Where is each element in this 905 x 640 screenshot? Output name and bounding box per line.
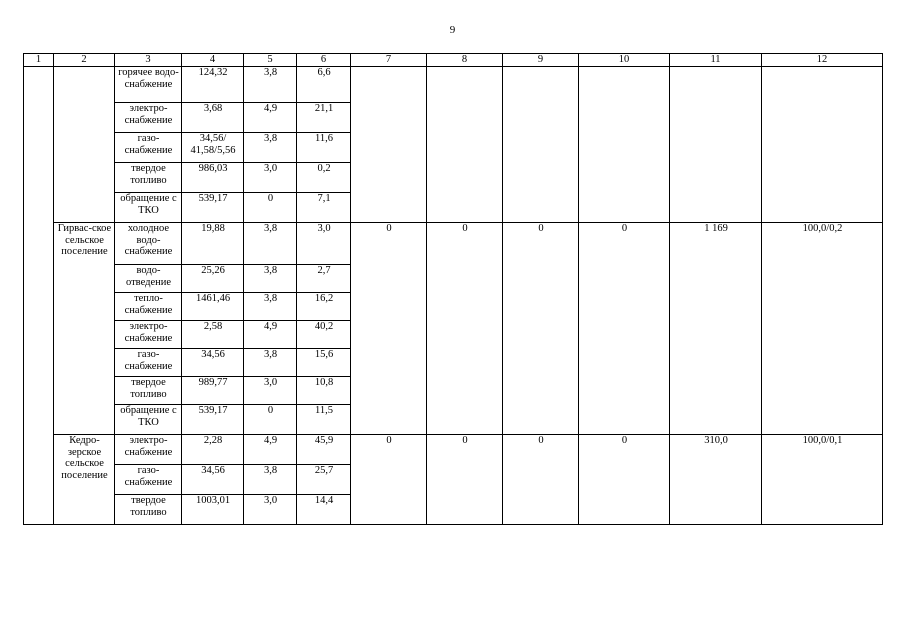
value-cell-c6: 3,0 [297, 223, 351, 265]
header-cell: 10 [579, 54, 670, 67]
value-cell-c5: 3,8 [244, 349, 297, 377]
value-cell-c5: 0 [244, 193, 297, 223]
header-cell: 12 [762, 54, 883, 67]
table-body [24, 54, 883, 525]
service-cell: горячее водо-снабжение [115, 67, 182, 103]
value-cell-c4: 986,03 [182, 163, 244, 193]
service-cell: электро-снабжение [115, 435, 182, 465]
page-number: 9 [449, 24, 456, 36]
value-cell-c6: 0,2 [297, 163, 351, 193]
value-cell-c5: 3,0 [244, 377, 297, 405]
value-cell-c6: 11,5 [297, 405, 351, 435]
summary-cell-col11 [670, 67, 762, 223]
header-cell: 6 [297, 54, 351, 67]
summary-cell-col8: 0 [427, 223, 503, 435]
value-cell-c6: 45,9 [297, 435, 351, 465]
value-cell-c4: 34,56 [182, 465, 244, 495]
row-number-cell [24, 67, 54, 223]
value-cell-c5: 3,8 [244, 133, 297, 163]
service-cell: обращение с ТКО [115, 193, 182, 223]
summary-cell-col11: 1 169 [670, 223, 762, 435]
service-cell: газо-снабжение [115, 133, 182, 163]
service-cell: водо-отведение [115, 265, 182, 293]
summary-cell-col12 [762, 67, 883, 223]
header-cell: 2 [54, 54, 115, 67]
value-cell-c5: 4,9 [244, 321, 297, 349]
data-table [23, 53, 883, 525]
summary-cell-col8: 0 [427, 435, 503, 525]
value-cell-c4: 2,28 [182, 435, 244, 465]
value-cell-c6: 25,7 [297, 465, 351, 495]
value-cell-c5: 0 [244, 405, 297, 435]
value-cell-c5: 3,8 [244, 293, 297, 321]
value-cell-c4: 2,58 [182, 321, 244, 349]
value-cell-c5: 3,8 [244, 465, 297, 495]
value-cell-c6: 11,6 [297, 133, 351, 163]
value-cell-c5: 3,0 [244, 163, 297, 193]
summary-cell-col11: 310,0 [670, 435, 762, 525]
summary-cell-col8 [427, 67, 503, 223]
value-cell-c5: 3,0 [244, 495, 297, 525]
value-cell-c4: 989,77 [182, 377, 244, 405]
value-cell-c5: 3,8 [244, 265, 297, 293]
value-cell-c4: 1461,46 [182, 293, 244, 321]
summary-cell-col10: 0 [579, 223, 670, 435]
settlement-cell: Кедро-зерское сельское поселение [54, 435, 115, 525]
summary-cell-col9: 0 [503, 435, 579, 525]
row-number-cell [24, 435, 54, 525]
settlement-cell [54, 67, 115, 223]
value-cell-c6: 6,6 [297, 67, 351, 103]
value-cell-c5: 3,8 [244, 67, 297, 103]
value-cell-c4: 539,17 [182, 193, 244, 223]
value-cell-c4: 1003,01 [182, 495, 244, 525]
service-cell: газо-снабжение [115, 349, 182, 377]
value-cell-c4: 34,56 [182, 349, 244, 377]
summary-cell-col10 [579, 67, 670, 223]
service-cell: твердое топливо [115, 495, 182, 525]
table-row [24, 435, 883, 465]
summary-cell-col7: 0 [351, 435, 427, 525]
value-cell-c4: 25,26 [182, 265, 244, 293]
service-cell: твердое топливо [115, 377, 182, 405]
value-cell-c5: 3,8 [244, 223, 297, 265]
service-cell: твердое топливо [115, 163, 182, 193]
summary-cell-col7: 0 [351, 223, 427, 435]
header-cell: 11 [670, 54, 762, 67]
service-cell: холодное водо-снабжение [115, 223, 182, 265]
value-cell-c6: 7,1 [297, 193, 351, 223]
value-cell-c4: 539,17 [182, 405, 244, 435]
table-row [24, 223, 883, 265]
header-cell: 7 [351, 54, 427, 67]
value-cell-c4: 34,56/ 41,58/5,56 [182, 133, 244, 163]
header-cell: 1 [24, 54, 54, 67]
value-cell-c5: 4,9 [244, 435, 297, 465]
header-cell: 3 [115, 54, 182, 67]
summary-cell-col10: 0 [579, 435, 670, 525]
service-cell: электро-снабжение [115, 321, 182, 349]
value-cell-c6: 40,2 [297, 321, 351, 349]
value-cell-c6: 15,6 [297, 349, 351, 377]
table-header-row [24, 54, 883, 67]
value-cell-c5: 4,9 [244, 103, 297, 133]
summary-cell-col9: 0 [503, 223, 579, 435]
table-row [24, 67, 883, 103]
value-cell-c4: 19,88 [182, 223, 244, 265]
summary-cell-col12: 100,0/0,1 [762, 435, 883, 525]
summary-cell-col7 [351, 67, 427, 223]
value-cell-c4: 124,32 [182, 67, 244, 103]
value-cell-c6: 10,8 [297, 377, 351, 405]
header-cell: 4 [182, 54, 244, 67]
header-cell: 5 [244, 54, 297, 67]
summary-cell-col12: 100,0/0,2 [762, 223, 883, 435]
row-number-cell [24, 223, 54, 435]
header-cell: 9 [503, 54, 579, 67]
value-cell-c6: 21,1 [297, 103, 351, 133]
service-cell: тепло-снабжение [115, 293, 182, 321]
summary-cell-col9 [503, 67, 579, 223]
header-cell: 8 [427, 54, 503, 67]
value-cell-c6: 16,2 [297, 293, 351, 321]
service-cell: обращение с ТКО [115, 405, 182, 435]
service-cell: электро-снабжение [115, 103, 182, 133]
service-cell: газо-снабжение [115, 465, 182, 495]
value-cell-c6: 14,4 [297, 495, 351, 525]
settlement-cell: Гирвас-ское сельское поселение [54, 223, 115, 435]
value-cell-c6: 2,7 [297, 265, 351, 293]
value-cell-c4: 3,68 [182, 103, 244, 133]
